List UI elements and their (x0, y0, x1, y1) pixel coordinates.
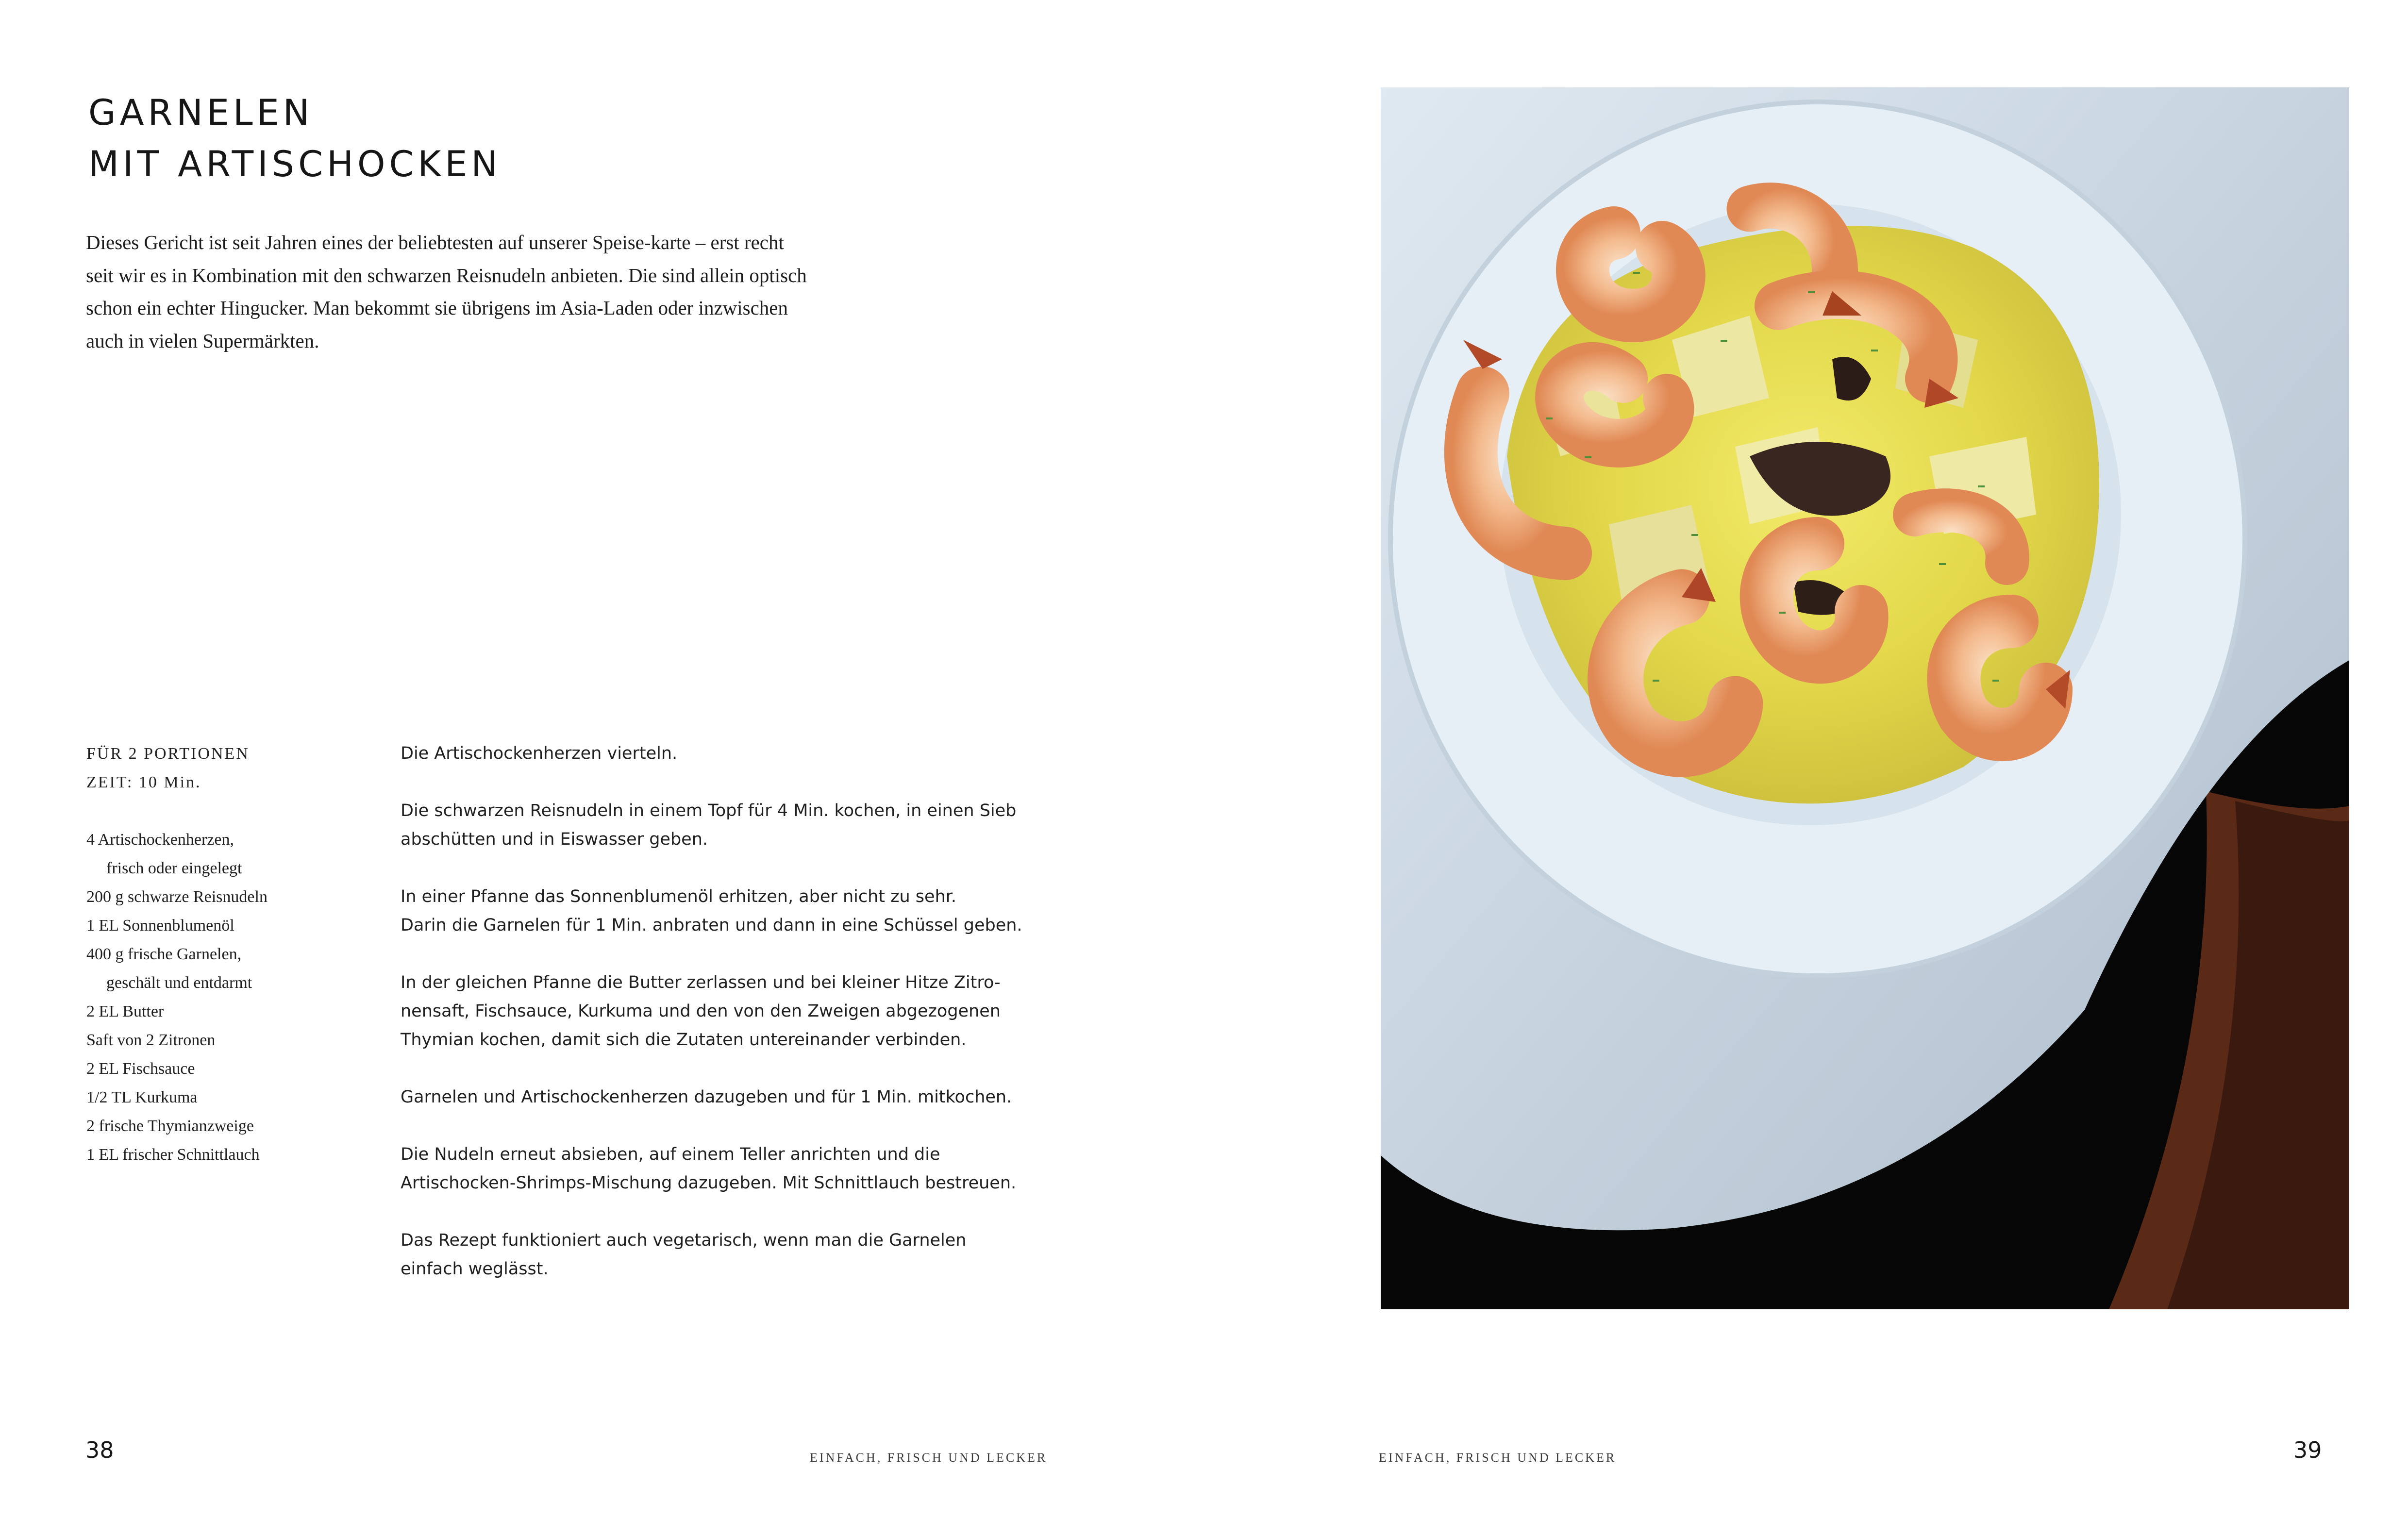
step-line: Die Artischockenherzen vierteln. (401, 744, 678, 763)
intro-line: seit wir es in Kombination mit den schwarzen Reisnudeln anbieten. Die sind allein optisch (86, 264, 807, 286)
step-line: In der gleichen Pfanne die Butter zerlassen und bei kleiner Hitze Zitro- (401, 973, 1001, 992)
step (401, 739, 1080, 768)
step (401, 1140, 1080, 1198)
ingredient-item-continuation: frisch oder eingelegt (106, 859, 242, 877)
ingredient-item: 2 EL Butter (86, 1002, 164, 1020)
ingredient-item: 1 EL Sonnenblumenöl (86, 917, 234, 935)
ingredient-list (86, 825, 378, 1169)
intro-line: Dieses Gericht ist seit Jahren eines der beliebtesten auf unserer Speise-karte – erst recht (86, 231, 784, 253)
step-line: Die Nudeln erneut absieben, auf einem Teller anrichten und die (401, 1145, 940, 1164)
ingredient-item: 200 g schwarze Reisnudeln (86, 888, 268, 906)
ingredient-item: 2 frische Thymianzweige (86, 1117, 254, 1135)
step (401, 1226, 1080, 1284)
prep-time: ZEIT: 10 Min. (86, 773, 201, 791)
dish-photo (1381, 87, 2349, 1309)
step-line: Die schwarzen Reisnudeln in einem Topf für 4 Min. kochen, in einen Sieb (401, 801, 1017, 820)
title-line-2: MIT ARTISCHOCKEN (88, 144, 502, 185)
step (401, 883, 1080, 940)
step-line: nensaft, Fischsauce, Kurkuma und den von den Zweigen abgezogenen (401, 1002, 1001, 1021)
step-line: Das Rezept funktioniert auch vegetarisch, wenn man die Garnelen (401, 1231, 967, 1250)
intro-line: schon ein echter Hingucker. Man bekommt sie übrigens im Asia-Laden oder inzwischen (86, 297, 788, 319)
ingredient-item-continuation: geschält und entdarmt (106, 974, 252, 992)
intro-paragraph (86, 226, 911, 357)
step-line: abschütten und in Eiswasser geben. (401, 830, 708, 849)
running-head-left: EINFACH, FRISCH UND LECKER (810, 1451, 1048, 1465)
running-head-right: EINFACH, FRISCH UND LECKER (1379, 1451, 1617, 1465)
page-number-right: 39 (2293, 1437, 2322, 1463)
title-line-1: GARNELEN (88, 92, 314, 134)
step-line: In einer Pfanne das Sonnenblumenöl erhitzen, aber nicht zu sehr. (401, 887, 957, 906)
dish-illustration (1381, 87, 2349, 1309)
ingredient-item: 400 g frische Garnelen, (86, 945, 242, 963)
servings: FÜR 2 PORTIONEN (86, 745, 250, 763)
step-line: einfach weglässt. (401, 1259, 549, 1279)
spacer (86, 797, 378, 825)
step-line: Artischocken-Shrimps-Mischung dazugeben. Mit Schnittlauch bestreuen. (401, 1173, 1017, 1193)
step (401, 1083, 1080, 1112)
step-line: Thymian kochen, damit sich die Zutaten untereinander verbinden. (401, 1030, 967, 1050)
step-line: Garnelen und Artischockenherzen dazugeben und für 1 Min. mitkochen. (401, 1087, 1012, 1107)
ingredient-item: 1/2 TL Kurkuma (86, 1088, 198, 1106)
step (401, 797, 1080, 854)
step (401, 968, 1080, 1054)
ingredient-column (86, 739, 378, 1169)
recipe-title (88, 87, 502, 190)
intro-line: auch in vielen Supermärkten. (86, 329, 319, 352)
ingredient-item: 1 EL frischer Schnittlauch (86, 1146, 260, 1164)
ingredient-item: 2 EL Fischsauce (86, 1060, 195, 1078)
ingredient-item: 4 Artischockenherzen, (86, 831, 234, 849)
instructions (401, 739, 1080, 1312)
ingredient-item: Saft von 2 Zitronen (86, 1031, 216, 1049)
step-line: Darin die Garnelen für 1 Min. anbraten und dann in eine Schüssel geben. (401, 916, 1022, 935)
page-number-left: 38 (85, 1437, 114, 1463)
